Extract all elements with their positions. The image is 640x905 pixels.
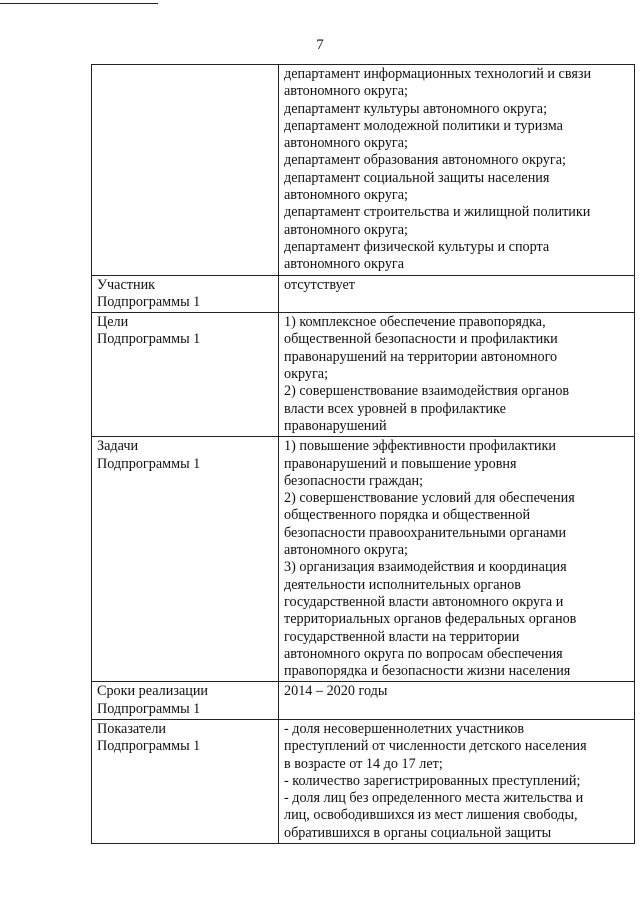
row-label-line: Подпрограммы 1	[97, 331, 201, 348]
text-line: 2) совершенствование условий для обеспечения	[284, 490, 575, 507]
text-line: 2) совершенствование взаимодействия органов	[284, 383, 570, 400]
text-line: департамент образования автономного округа;	[284, 152, 566, 169]
text-line: департамент строительства и жилищной политики	[284, 204, 591, 221]
text-line: департамент физической культуры и спорта	[284, 238, 550, 255]
text-line: безопасности правоохранительными органами	[284, 524, 567, 541]
text-line: правопорядка и безопасности жизни населения	[284, 663, 571, 680]
row-label-line: Подпрограммы 1	[97, 293, 201, 310]
text-line: - доля лиц без определенного места жительства и	[284, 790, 584, 807]
row-label-cell	[92, 65, 279, 276]
text-line: в возрасте от 14 до 17 лет;	[284, 755, 443, 772]
table-row-indicators	[92, 719, 635, 843]
text-line: департамент информационных технологий и связи	[284, 66, 592, 82]
text-line: - доля несовершеннолетних участников	[284, 720, 525, 737]
header-rule	[0, 3, 158, 4]
row-value-cell	[279, 682, 635, 720]
text-line: власти всех уровней в профилактике	[284, 400, 506, 417]
row-label-line: Участник	[97, 276, 156, 293]
table-row-goals	[92, 313, 635, 437]
table-row-timeline	[92, 682, 635, 720]
text-line: правонарушений и повышение уровня	[284, 455, 517, 472]
text-line: преступлений от численности детского населения	[284, 738, 587, 755]
row-label-line: Подпрограммы 1	[97, 455, 201, 472]
row-label-cell	[92, 437, 279, 682]
row-label-line: Показатели	[97, 720, 167, 737]
text-line: автономного округа;	[284, 83, 408, 100]
row-label-cell	[92, 682, 279, 720]
text-line: департамент культуры автономного округа;	[284, 100, 548, 117]
row-label-cell	[92, 719, 279, 843]
text-line: лиц, освободившихся из мест лишения свободы,	[284, 807, 578, 824]
text-line: отсутствует	[284, 276, 355, 293]
text-line: 1) повышение эффективности профилактики	[284, 438, 556, 455]
text-line: автономного округа;	[284, 542, 408, 559]
subprogram-passport-table	[91, 64, 635, 844]
text-line: государственной власти на территории	[284, 628, 520, 645]
text-line: департамент молодежной политики и туризма	[284, 117, 563, 134]
page-number: 7	[316, 37, 324, 53]
row-value-cell	[279, 437, 635, 682]
row-value-cell	[279, 65, 635, 276]
text-line: автономного округа;	[284, 187, 408, 204]
table-row-participant	[92, 275, 635, 313]
row-value-cell	[279, 313, 635, 437]
row-label-line: Сроки реализации	[97, 683, 209, 700]
table-row-departments	[92, 65, 635, 276]
row-label-line: Цели	[97, 314, 129, 331]
text-line: государственной власти автономного округа и	[284, 593, 564, 610]
text-line: автономного округа;	[284, 135, 408, 152]
text-line: 3) организация взаимодействия и координация	[284, 559, 567, 576]
text-line: - количество зарегистрированных преступлений;	[284, 772, 581, 789]
row-label-cell	[92, 275, 279, 313]
text-line: 1) комплексное обеспечение правопорядка,	[284, 314, 546, 331]
text-line: правонарушений на территории автономного	[284, 348, 558, 365]
text-line: общественной безопасности и профилактики	[284, 331, 558, 348]
text-line: департамент социальной защиты населения	[284, 169, 550, 186]
row-label-line: Подпрограммы 1	[97, 700, 201, 717]
text-line: автономного округа;	[284, 221, 408, 238]
row-label-line: Задачи	[97, 438, 139, 455]
text-line: обратившихся в органы социальной защиты	[284, 824, 552, 841]
text-line: 2014 – 2020 годы	[284, 683, 388, 700]
text-line: автономного округа по вопросам обеспечения	[284, 645, 563, 662]
text-line: безопасности граждан;	[284, 472, 424, 489]
text-line: округа;	[284, 366, 329, 383]
row-label-cell	[92, 313, 279, 437]
row-value-cell	[279, 719, 635, 843]
row-value-cell	[279, 275, 635, 313]
text-line: автономного округа	[284, 256, 405, 273]
text-line: деятельности исполнительных органов	[284, 576, 521, 593]
text-line: общественного порядка и общественной	[284, 507, 531, 524]
table-row-tasks	[92, 437, 635, 682]
text-line: территориальных органов федеральных органов	[284, 611, 577, 628]
row-label-line: Подпрограммы 1	[97, 738, 201, 755]
text-line: правонарушений	[284, 417, 387, 434]
